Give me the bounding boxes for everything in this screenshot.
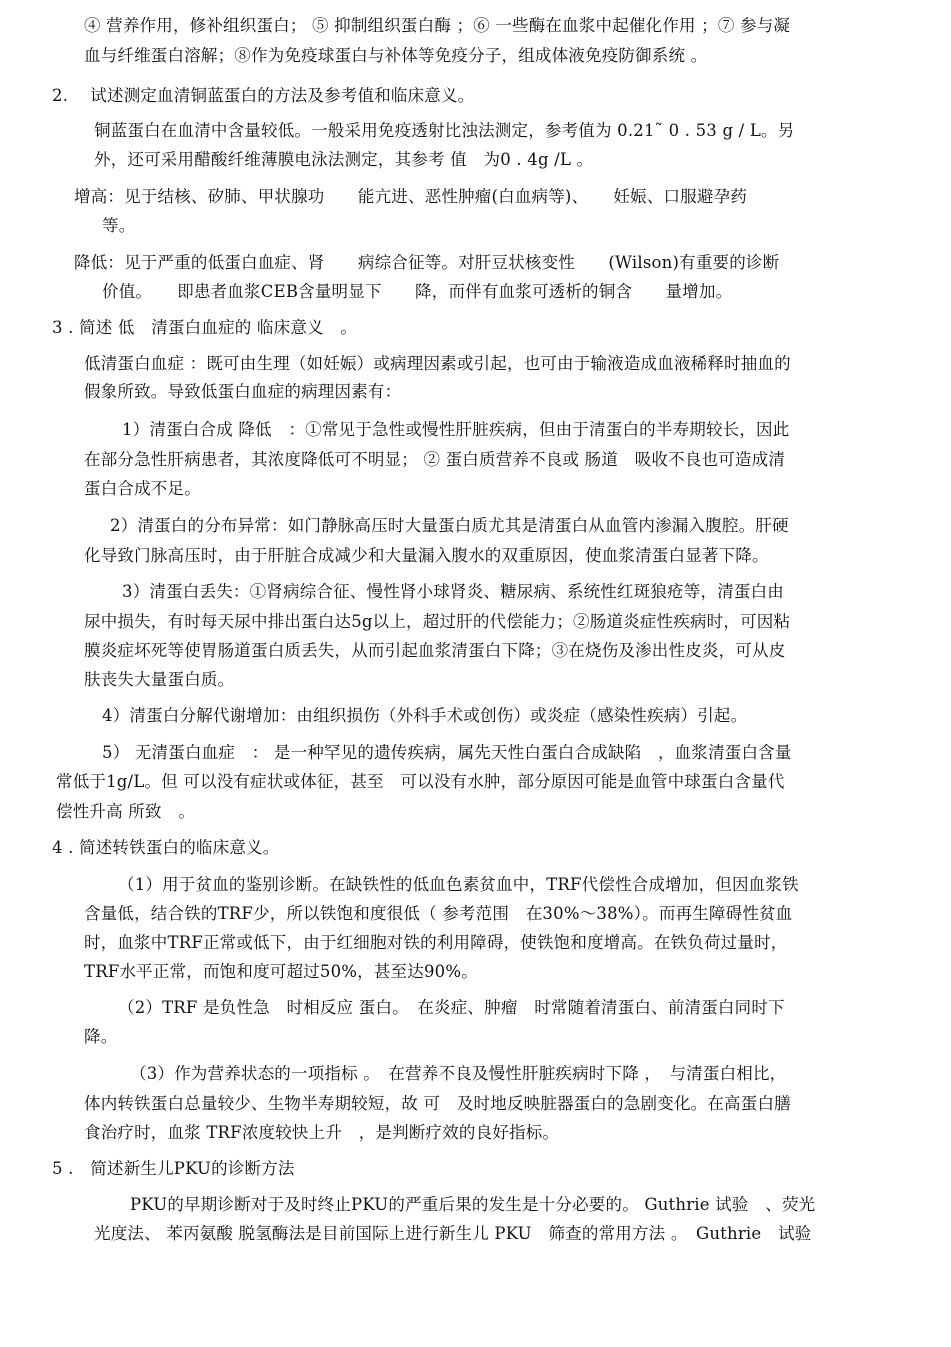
text-line: PKU的早期诊断对于及时终止PKU的严重后果的发生是十分必要的。 Guthrie 试验 、荧光 (130, 1195, 816, 1214)
text-line: 尿中损失，有时每天尿中排出蛋白达5g以上，超过肝的代偿能力；②肠道炎症性疾病时，可因粘 (84, 612, 791, 631)
text-line: 光度法、 苯丙氨酸 脱氢酶法是目前国际上进行新生儿 PKU 筛查的常用方法 。 Guthrie 试验 (94, 1224, 812, 1243)
text-line: 血与纤维蛋白溶解；⑧作为免疫球蛋白与补体等免疫分子，组成体液免疫防御系统 。 (84, 46, 708, 65)
text-line: 铜蓝蛋白在血清中含量较低。一般采用免疫透射比浊法测定，参考值为 0.21˜ 0 . 53 g / L。另 (94, 121, 795, 140)
text-line: ④ 营养作用，修补组织蛋白； ⑤ 抑制组织蛋白酶 ；⑥ 一些酶在血浆中起催化作用 ；⑦ 参与凝 (84, 16, 791, 35)
text-line: 肤丧失大量蛋白质。 (84, 670, 235, 689)
text-line: （2）TRF 是负性急 时相反应 蛋白。 在炎症、肿瘤 时常随着清蛋白、前清蛋白同时下 (118, 998, 785, 1017)
text-line: （3）作为营养状态的一项指标 。 在营养不良及慢性肝脏疾病时下降 ， 与清蛋白相比， (130, 1064, 787, 1083)
text-line: 3）清蛋白丢失：①肾病综合征、慢性肾小球肾炎、糖尿病、系统性红斑狼疮等，清蛋白由 (122, 582, 784, 601)
text-line: 常低于1g/L。但 可以没有症状或体征，甚至 可以没有水肿，部分原因可能是血管中球蛋白含量代 (56, 772, 785, 791)
text-line: 1）清蛋白合成 降低 ：①常见于急性或慢性肝脏疾病，但由于清蛋白的半寿期较长，因此 (122, 420, 790, 439)
text-line: 假象所致。导致低蛋白血症的病理因素有： (84, 382, 402, 401)
text-line: 外，还可采用醋酸纤维薄膜电泳法测定，其参考 值 为0 . 4g /L 。 (94, 150, 594, 169)
text-line: （1）用于贫血的鉴别诊断。在缺铁性的低血色素贫血中，TRF代偿性合成增加，但因血浆铁 (118, 875, 799, 894)
text-line: 2）清蛋白的分布异常：如门静脉高压时大量蛋白质尤其是清蛋白从血管内渗漏入腹腔。肝硬 (110, 516, 789, 535)
question-heading: 5 . 简述新生儿PKU的诊断方法 (52, 1159, 295, 1178)
text-line: 蛋白合成不足。 (84, 479, 201, 498)
question-heading: 2. 试述测定血清铜蓝蛋白的方法及参考值和临床意义。 (52, 86, 475, 105)
text-line: 等。 (102, 216, 136, 235)
text-line: 含量低，结合铁的TRF少，所以铁饱和度很低（ 参考范围 在30%～38%）。而再生障碍性贫血 (84, 904, 793, 923)
text-line: 膜炎症坏死等使胃肠道蛋白质丢失，从而引起血浆清蛋白下降；③在烧伤及渗出性皮炎，可从皮 (84, 641, 786, 660)
question-heading: 3 . 简述 低 清蛋白血症的 临床意义 。 (52, 318, 358, 337)
text-line: 5） 无清蛋白血症 ： 是一种罕见的遗传疾病，属先天性白蛋白合成缺陷 ，血浆清蛋白含量 (102, 743, 792, 762)
text-line: 增高：见于结核、矽肺、甲状腺功 能亢进、恶性肿瘤(白血病等)、 妊娠、口服避孕药 (74, 187, 748, 206)
text-line: 降低：见于严重的低蛋白血症、肾 病综合征等。对肝豆状核变性 (Wilson)有重要的诊断 (74, 253, 780, 272)
text-line: 体内转铁蛋白总量较少、生物半寿期较短，故 可 及时地反映脏器蛋白的急剧变化。在高蛋白膳 (84, 1094, 791, 1113)
text-line: 低清蛋白血症 ：既可由生理（如妊娠）或病理因素或引起，也可由于输液造成血液稀释时抽血的 (84, 354, 791, 373)
text-line: 偿性升高 所致 。 (56, 802, 196, 821)
text-line: 降。 (84, 1027, 118, 1046)
text-line: TRF水平正常，而饱和度可超过50%，甚至达90%。 (84, 962, 478, 981)
text-line: 4）清蛋白分解代谢增加：由组织损伤（外科手术或创伤）或炎症（感染性疾病）引起。 (102, 706, 748, 725)
text-line: 价值。 即患者血浆CEB含量明显下 降，而伴有血浆可透析的铜含 量增加。 (102, 282, 733, 301)
question-heading: 4 . 简述转铁蛋白的临床意义。 (52, 838, 280, 857)
text-line: 化导致门脉高压时，由于肝脏合成减少和大量漏入腹水的双重原因，使血浆清蛋白显著下降。 (84, 546, 769, 565)
text-line: 时，血浆中TRF正常或低下，由于红细胞对铁的利用障碍，使铁饱和度增高。在铁负荷过量时， (84, 933, 788, 952)
text-line: 食治疗时，血浆 TRF浓度较快上升 ，是判断疗效的良好指标。 (84, 1123, 560, 1142)
text-line: 在部分急性肝病患者，其浓度降低可不明显； ② 蛋白质营养不良或 肠道 吸收不良也可造成清 (84, 450, 786, 469)
